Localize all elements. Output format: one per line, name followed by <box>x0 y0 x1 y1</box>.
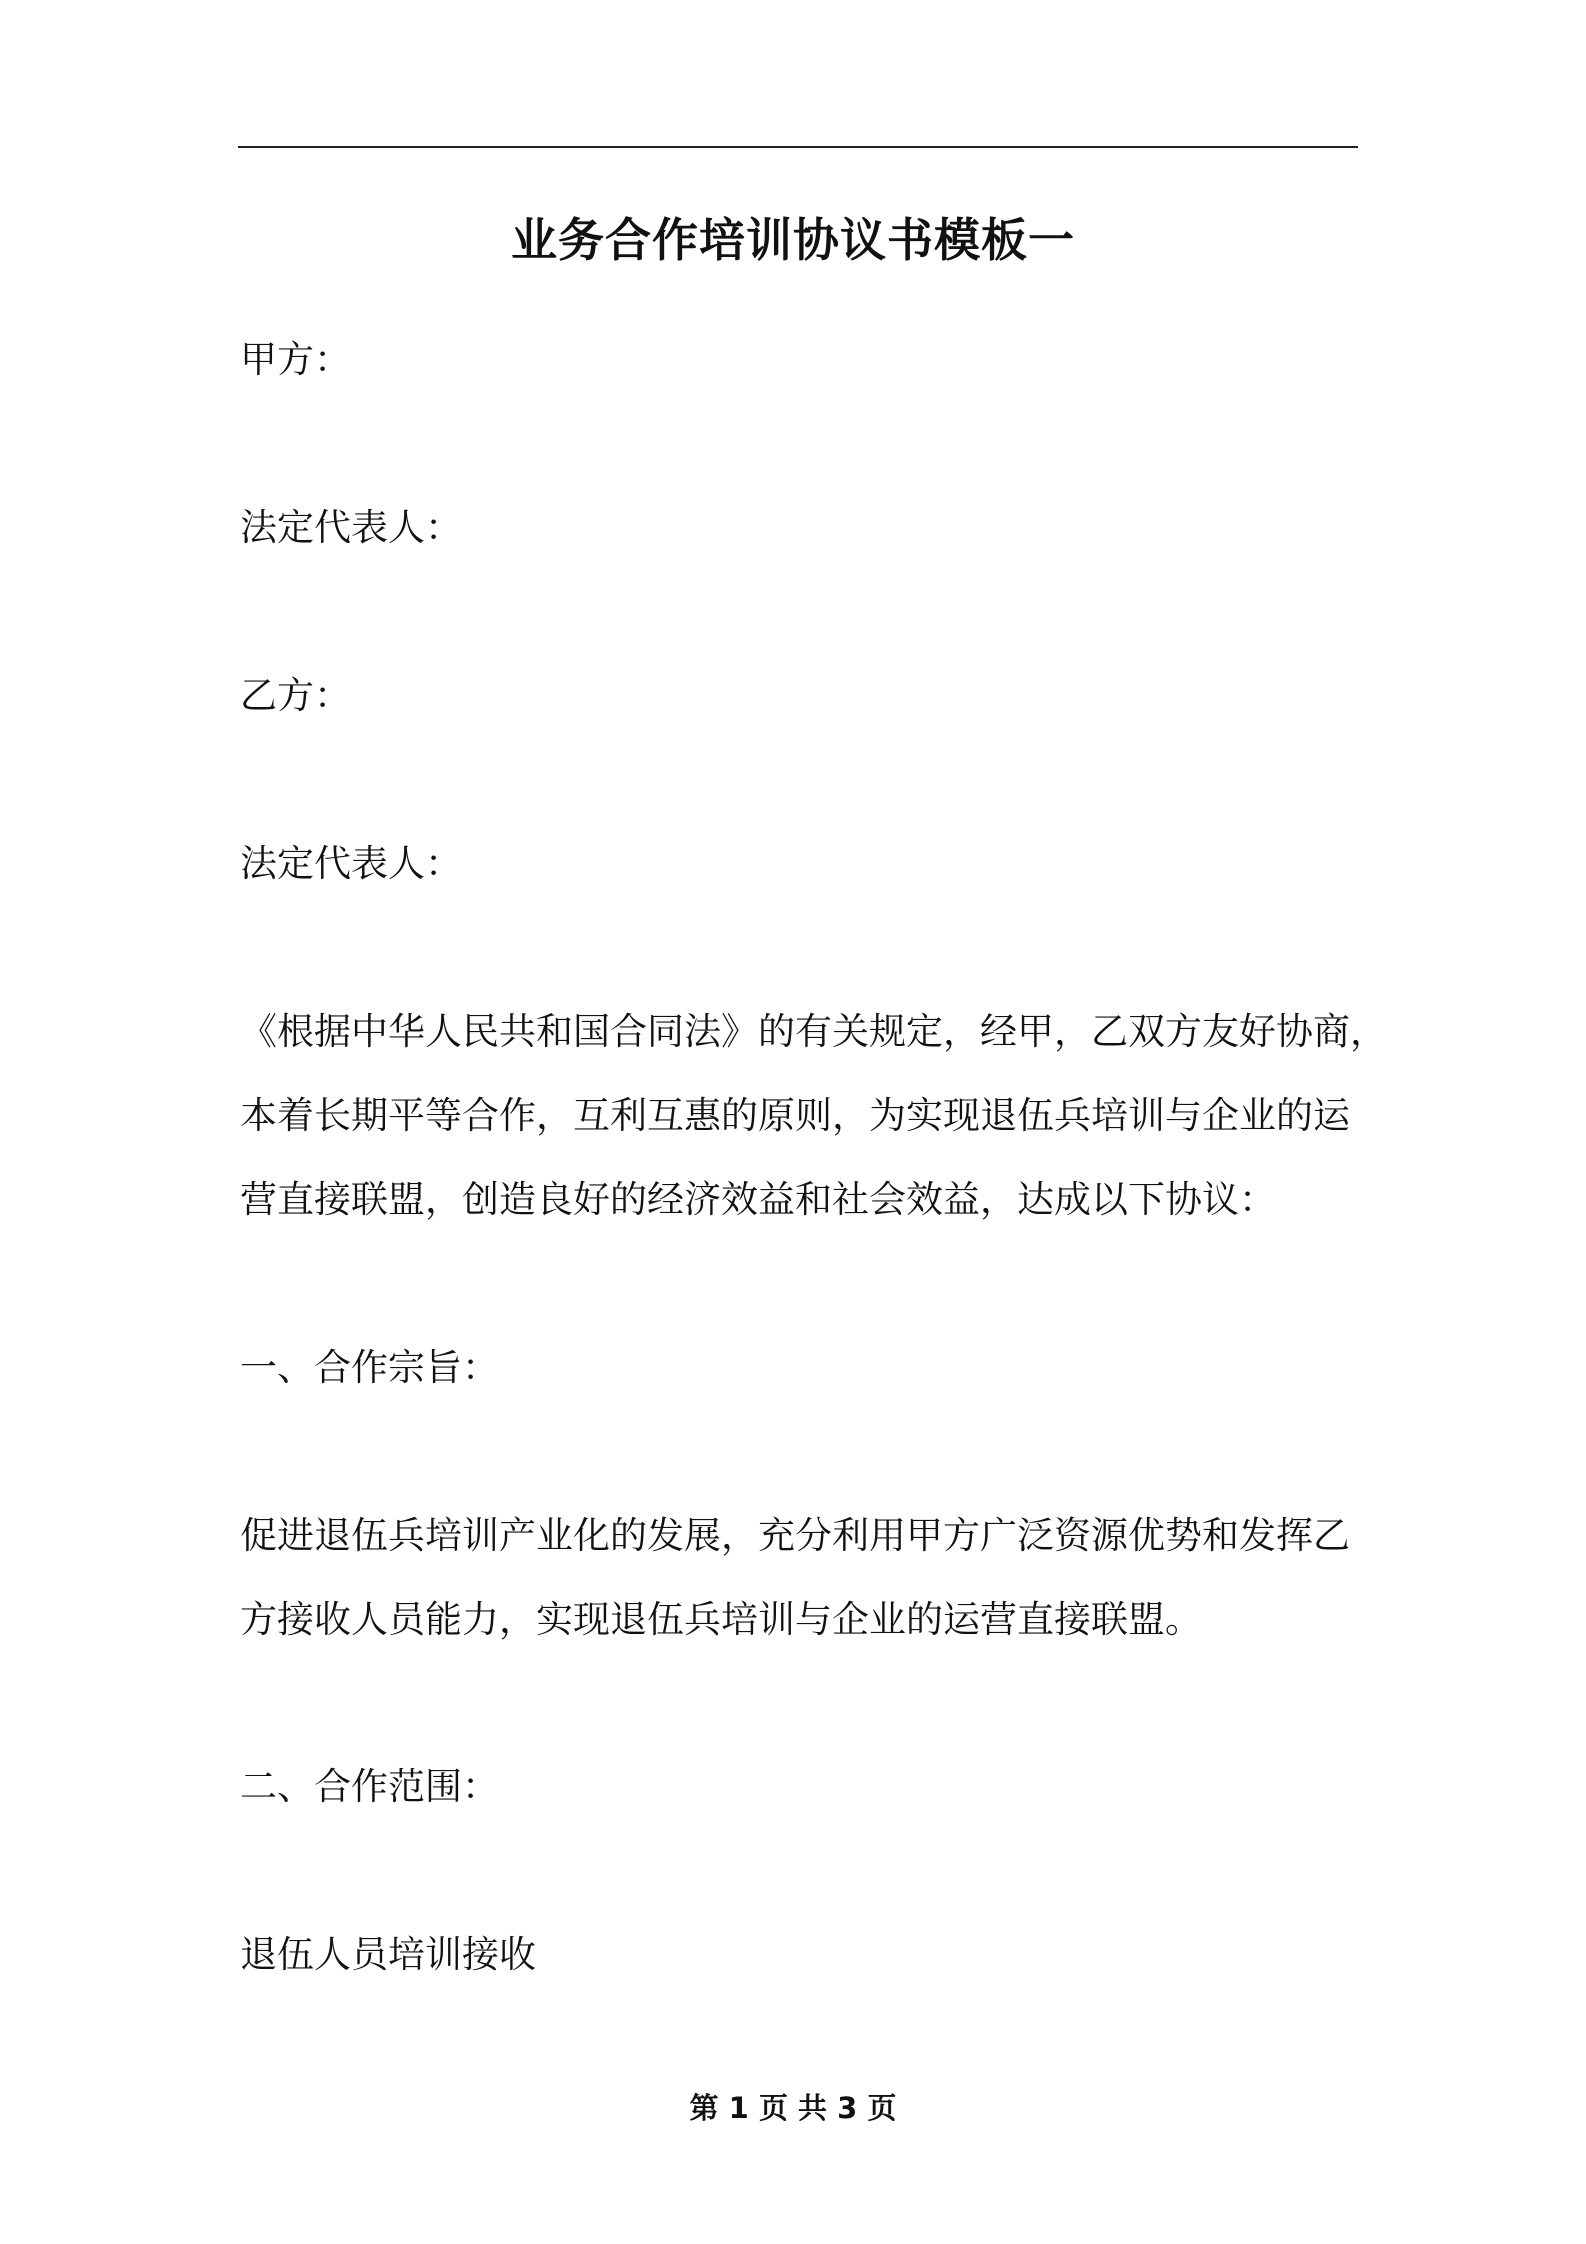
section2-heading: 二、合作范围： <box>240 1765 499 1808</box>
header-rule <box>238 146 1358 148</box>
preamble-paragraph <box>240 990 1387 1242</box>
footer-prefix: 第 <box>689 2091 719 2125</box>
preamble-line: 《根据中华人民共和国合同法》的有关规定，经甲，乙双方友好协商， <box>240 1010 1387 1053</box>
section1-paragraph <box>240 1494 1350 1662</box>
document-title: 业务合作培训协议书模板一 <box>511 213 1075 267</box>
footer-page-number: 1 <box>728 2091 749 2125</box>
page-footer <box>0 2088 1586 2128</box>
footer-total-pages: 3 <box>837 2091 858 2125</box>
party-a-representative-label: 法定代表人： <box>240 506 462 549</box>
party-a-label: 甲方： <box>240 338 351 381</box>
section1-line: 促进退伍兵培训产业化的发展，充分利用甲方广泛资源优势和发挥乙 <box>240 1514 1350 1557</box>
section1-heading: 一、合作宗旨： <box>240 1346 499 1389</box>
footer-suffix: 页 <box>867 2091 897 2125</box>
section1-line: 方接收人员能力，实现退伍兵培训与企业的运营直接联盟。 <box>240 1598 1202 1641</box>
party-b-label: 乙方： <box>240 674 351 717</box>
footer-middle: 页 共 <box>758 2091 828 2125</box>
preamble-line: 营直接联盟，创造良好的经济效益和社会效益，达成以下协议： <box>240 1178 1276 1221</box>
preamble-line: 本着长期平等合作，互利互惠的原则，为实现退伍兵培训与企业的运 <box>240 1094 1350 1137</box>
section2-text: 退伍人员培训接收 <box>240 1933 536 1976</box>
party-b-representative-label: 法定代表人： <box>240 842 462 885</box>
